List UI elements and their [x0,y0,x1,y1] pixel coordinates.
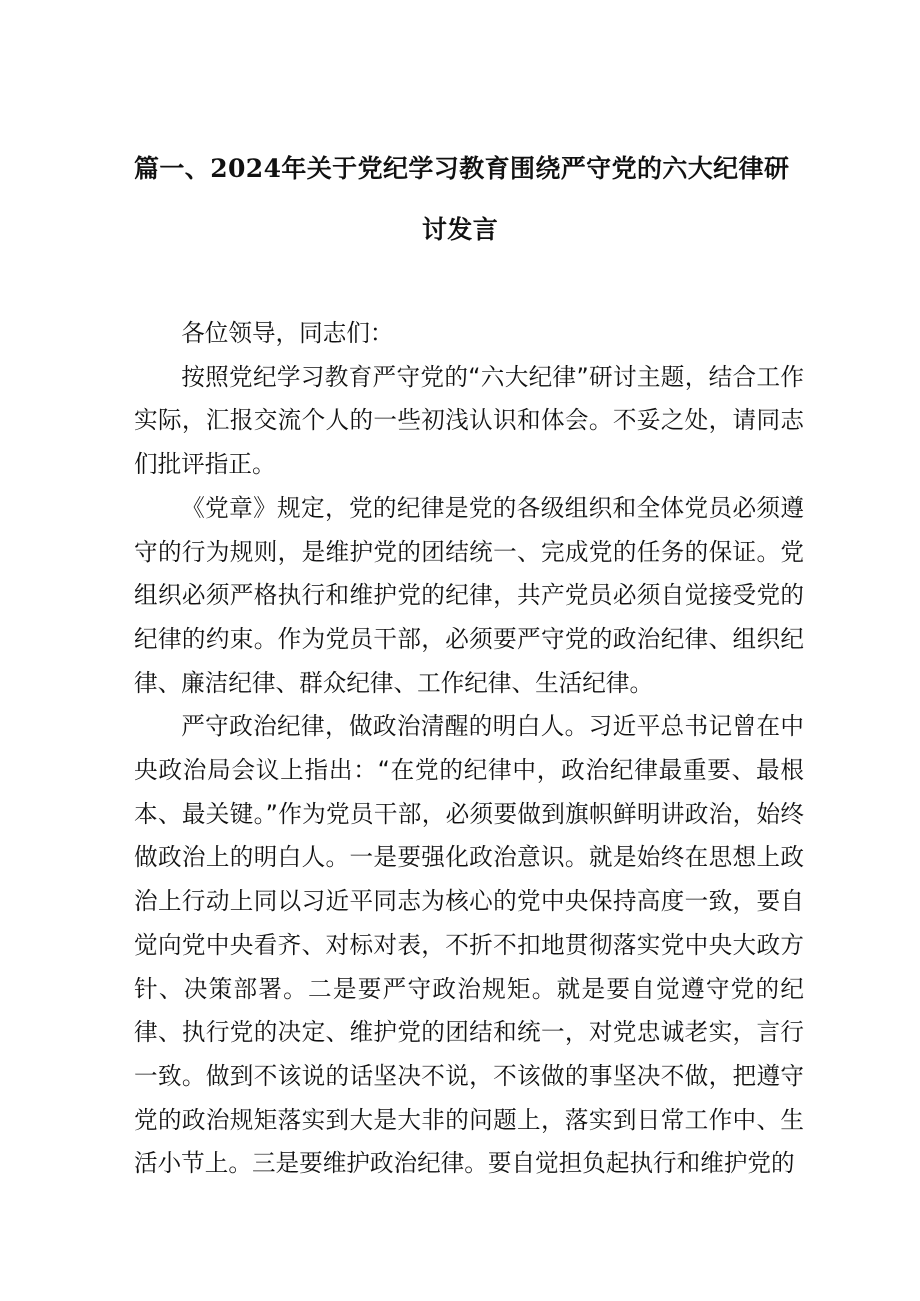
document-title-line-2: 讨发言 [421,215,499,244]
political-discipline-paragraph: 严守政治纪律，做政治清醒的明白人。习近平总书记曾在中央政治局会议上指出：“在党的纪律中，政治纪律最重要、最根本、最关键。”作为党员干部，必须要做到旗帜鲜明讲政治，始终做政治上的明白人。一是要强化政治意识。就是始终在思想上政治上行动上同以习近平同志为核心的党中央保持高度一致，要自觉向党中央看齐、对标对表，不折不扣地贯彻落实党中央大政方针、决策部署。二是要严守政治规矩。就是要自觉遵守党的纪律、执行党的决定、维护党的团结和统一，对党忠诚老实，言行一致。做到不该说的话坚决不说，不该做的事坚决不做，把遵守党的政治规矩落实到大是大非的问题上，落实到日常工作中、生活小节上。三是要维护政治纪律。要自觉担负起执行和维护党的 [134,712,804,1178]
document-body [134,312,804,1186]
party-constitution-paragraph: 《党章》规定，党的纪律是党的各级组织和全体党员必须遵守的行为规则，是维护党的团结统一、完成党的任务的保证。党组织必须严格执行和维护党的纪律，共产党员必须自觉接受党的纪律的约束。作为党员干部，必须要严守党的政治纪律、组织纪律、廉洁纪律、群众纪律、工作纪律、生活纪律。 [134,493,804,697]
document-title-line-1: 篇一、2024年关于党纪学习教育围绕严守党的六大纪律研 [134,154,790,183]
salutation-paragraph: 各位领导，同志们： [181,319,394,347]
intro-paragraph: 按照党纪学习教育严守党的“六大纪律”研讨主题，结合工作实际，汇报交流个人的一些初浅认识和体会。不妥之处，请同志们批评指正。 [134,362,804,479]
